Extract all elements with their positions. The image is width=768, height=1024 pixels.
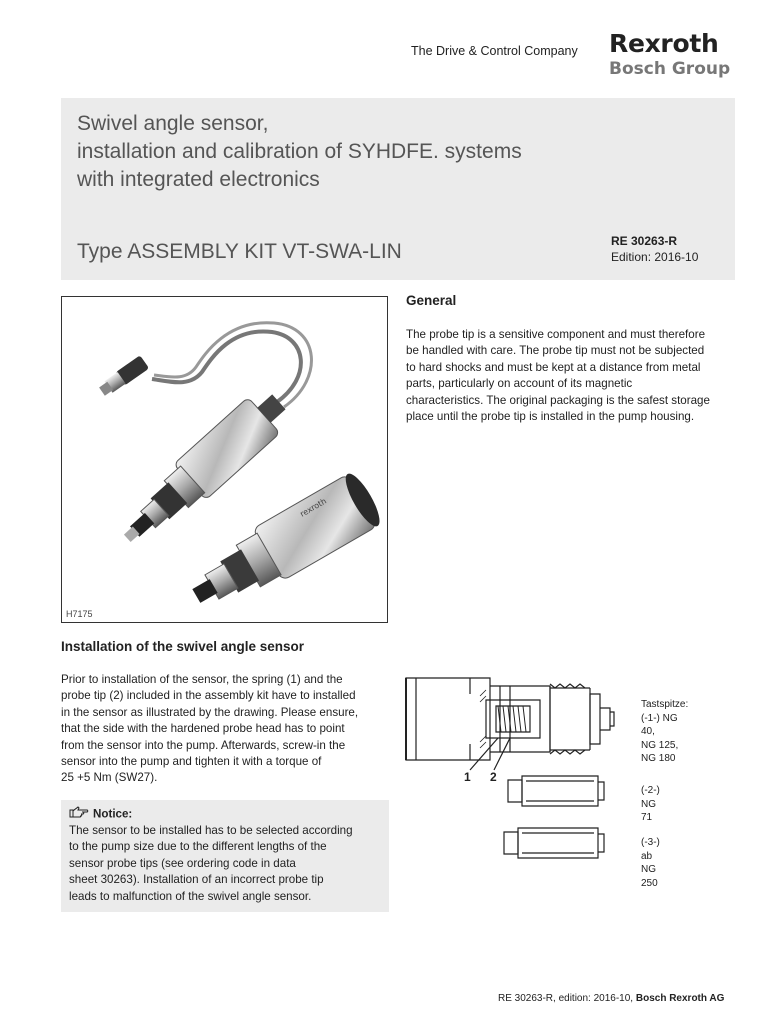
callout-probe-tip: 2	[490, 770, 497, 784]
notice-paragraph	[69, 823, 381, 905]
probe-tip-drawing	[400, 672, 689, 889]
company-tagline: The Drive & Control Company	[411, 44, 578, 58]
notice-heading: Notice:	[93, 807, 133, 821]
paragraph-line: 25 +5 Nm (SW27).	[61, 771, 158, 785]
general-paragraph	[406, 327, 736, 425]
rexroth-logo	[609, 30, 730, 79]
paragraph-line: Prior to installation of the sensor, the spring (1) and the	[61, 673, 343, 686]
tip2-label: (-2-) NG 71	[641, 785, 660, 823]
paragraph-line: from the sensor into the pump. Afterwards, screw-in the	[61, 738, 346, 752]
sensor-illustration	[62, 297, 387, 622]
paragraph-line: be handled with care. The probe tip must not be subjected	[406, 344, 705, 358]
paragraph-line: sheet 30263). Installation of an incorrect probe tip	[69, 873, 324, 887]
page-footer	[498, 993, 724, 1004]
notice-heading-row	[69, 806, 381, 822]
title-box	[61, 98, 735, 280]
logo-sub-text: Bosch Group	[609, 59, 731, 79]
product-photo	[61, 296, 388, 623]
paragraph-line: in the sensor as illustrated by the drawing. Please ensure,	[61, 705, 359, 719]
paragraph-line: to the pump size due to the different lengths of the	[69, 840, 327, 854]
document-type: Type ASSEMBLY KIT VT-SWA-LIN	[77, 240, 402, 263]
paragraph-line: The probe tip is a sensitive component and must therefore	[406, 328, 706, 341]
installation-paragraph	[61, 672, 391, 787]
title-line: with integrated electronics	[77, 168, 320, 191]
re-number: RE 30263-R	[611, 234, 678, 248]
general-heading: General	[406, 293, 457, 308]
paragraph-line: sensor into the pump and tighten it with a torque of	[61, 755, 322, 769]
svg-text:rexroth: rexroth	[298, 496, 328, 519]
document-title	[77, 110, 522, 194]
notice-box	[61, 800, 389, 912]
paragraph-line: characteristics. The original packaging is the safest storage	[406, 393, 710, 407]
paragraph-line: sensor probe tips (see ordering code in data	[69, 856, 296, 870]
paragraph-line: The sensor to be installed has to be selected according	[69, 824, 353, 837]
title-line: Swivel angle sensor,	[77, 112, 269, 135]
sensor-cross-section	[400, 672, 630, 872]
pointing-hand-icon	[69, 806, 89, 823]
footer-company: Bosch Rexroth AG	[635, 993, 725, 1004]
tip1-label-line: Tastspitze:	[641, 699, 689, 710]
paragraph-line: leads to malfunction of the swivel angle sensor.	[69, 889, 312, 903]
tip1-label	[641, 698, 688, 766]
edition: Edition: 2016-10	[611, 250, 699, 264]
paragraph-line: to hard shocks and must be kept at a distance from metal	[406, 360, 701, 374]
tip1-label-line: NG 125, NG 180	[641, 739, 679, 764]
photo-code: H7175	[66, 609, 93, 619]
tip3-label: (-3-) ab NG 250	[641, 837, 660, 889]
callout-spring: 1	[464, 770, 471, 784]
installation-heading: Installation of the swivel angle sensor	[61, 639, 305, 654]
footer-text: RE 30263-R, edition: 2016-10,	[498, 993, 636, 1004]
tip1-label-line: (-1-) NG 40,	[641, 712, 678, 737]
paragraph-line: parts, particularly on account of its magnetic	[406, 377, 633, 391]
paragraph-line: that the side with the hardened probe head has to point	[61, 722, 345, 736]
paragraph-line: probe tip (2) included in the assembly kit have to installed	[61, 689, 356, 703]
logo-main-text: Rexroth	[609, 29, 719, 58]
title-line: installation and calibration of SYHDFE. systems	[77, 140, 522, 163]
paragraph-line: place until the probe tip is installed in the pump housing.	[406, 410, 695, 424]
